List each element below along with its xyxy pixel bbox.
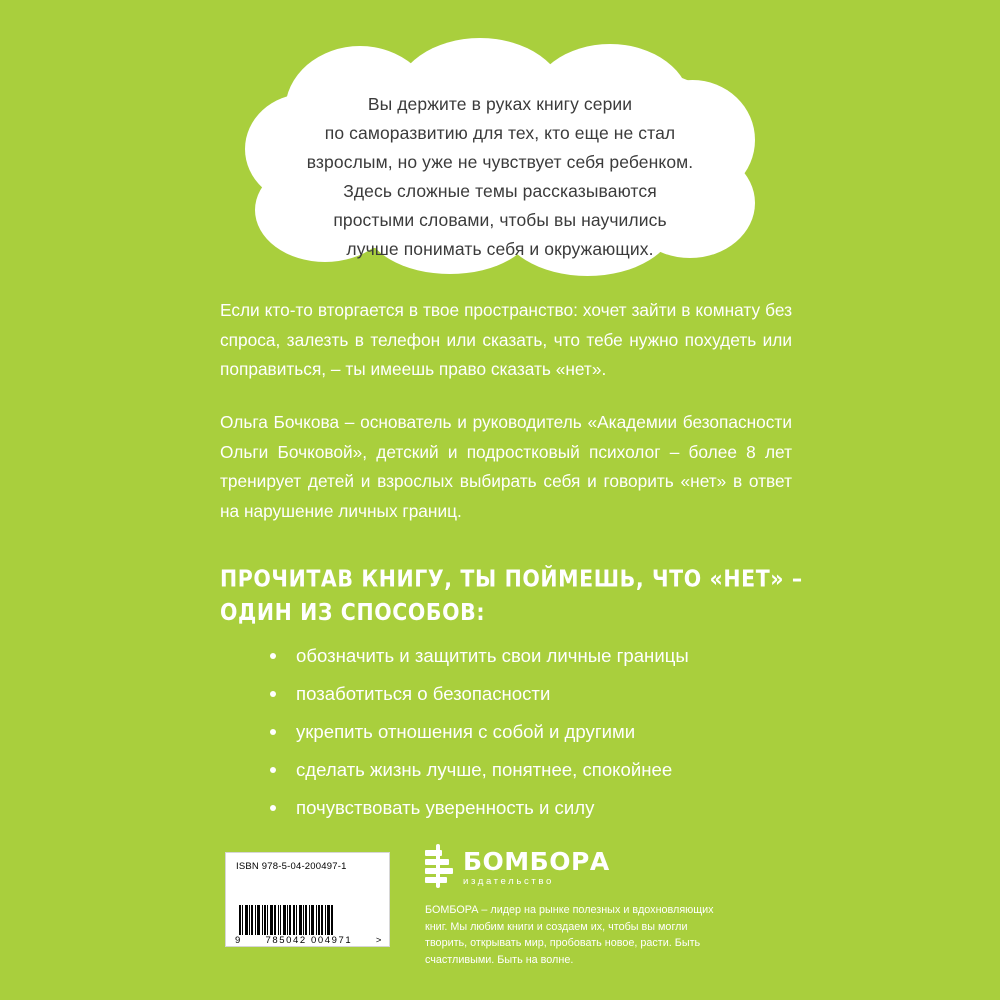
publisher-blurb: БОМБОРА – лидер на рынке полезных и вдохновляющих книг. Мы любим книги и создаем их, чтобы вы могли творить, открывать мир, пробовать новое, расти. Быть счастливыми. Быть на волне. <box>425 904 714 966</box>
bubble-line: Вы держите в руках книгу серии <box>367 94 633 114</box>
barcode-digits <box>235 935 383 946</box>
bubble-line: простыми словами, чтобы вы научились <box>333 210 667 230</box>
bombora-logo-icon <box>425 848 453 888</box>
blurb-paragraph-1: Если кто-то вторгается в твое пространство: хочет зайти в комнату без спроса, залезть в телефон или сказать, что тебе нужно похудеть или поправиться, – ты имеешь право сказать «нет». <box>220 300 792 379</box>
list-item: позаботиться о безопасности <box>262 675 862 713</box>
bubble-line: по саморазвитию для тех, кто еще не стал <box>324 123 676 143</box>
bubble-line: лучше понимать себя и окружающих. <box>346 239 654 259</box>
isbn-label: ISBN 978-5-04-200497-1 <box>236 861 347 872</box>
isbn-barcode-block <box>225 852 390 947</box>
list-item: укрепить отношения с собой и другими <box>262 713 862 751</box>
list-item: обозначить и защитить свои личные границы <box>262 637 862 675</box>
benefits-list <box>262 637 862 827</box>
barcode-bars <box>239 905 371 935</box>
bubble-line: взрослым, но уже не чувствует себя ребенком. <box>306 152 694 172</box>
speech-bubble <box>245 38 755 276</box>
blurb-paragraph-2: Ольга Бочкова – основатель и руководитель «Академии безопасности Ольги Бочковой», детский и подростковый психолог – более 8 лет тренирует детей и взрослых выбирать себя и говорить «нет» в ответ на нарушение личных границ. <box>220 412 792 521</box>
section-heading: ПРОЧИТАВ КНИГУ, ТЫ ПОЙМЕШЬ, ЧТО «НЕТ» – ОДИН ИЗ СПОСОБОВ: <box>220 565 803 626</box>
barcode-digit-main: 785042 004971 <box>265 935 353 946</box>
list-item: почувствовать уверенность и силу <box>262 789 862 827</box>
barcode-digit-right: > <box>375 935 383 946</box>
barcode-digit-left: 9 <box>235 935 242 946</box>
publisher-subtitle: издательство <box>463 876 554 887</box>
publisher-block <box>425 848 785 968</box>
list-item: сделать жизнь лучше, понятнее, спокойнее <box>262 751 862 789</box>
publisher-name: БОМБОРА <box>463 847 610 876</box>
bubble-line: Здесь сложные темы рассказываются <box>343 181 657 201</box>
bubble-text <box>273 90 727 264</box>
